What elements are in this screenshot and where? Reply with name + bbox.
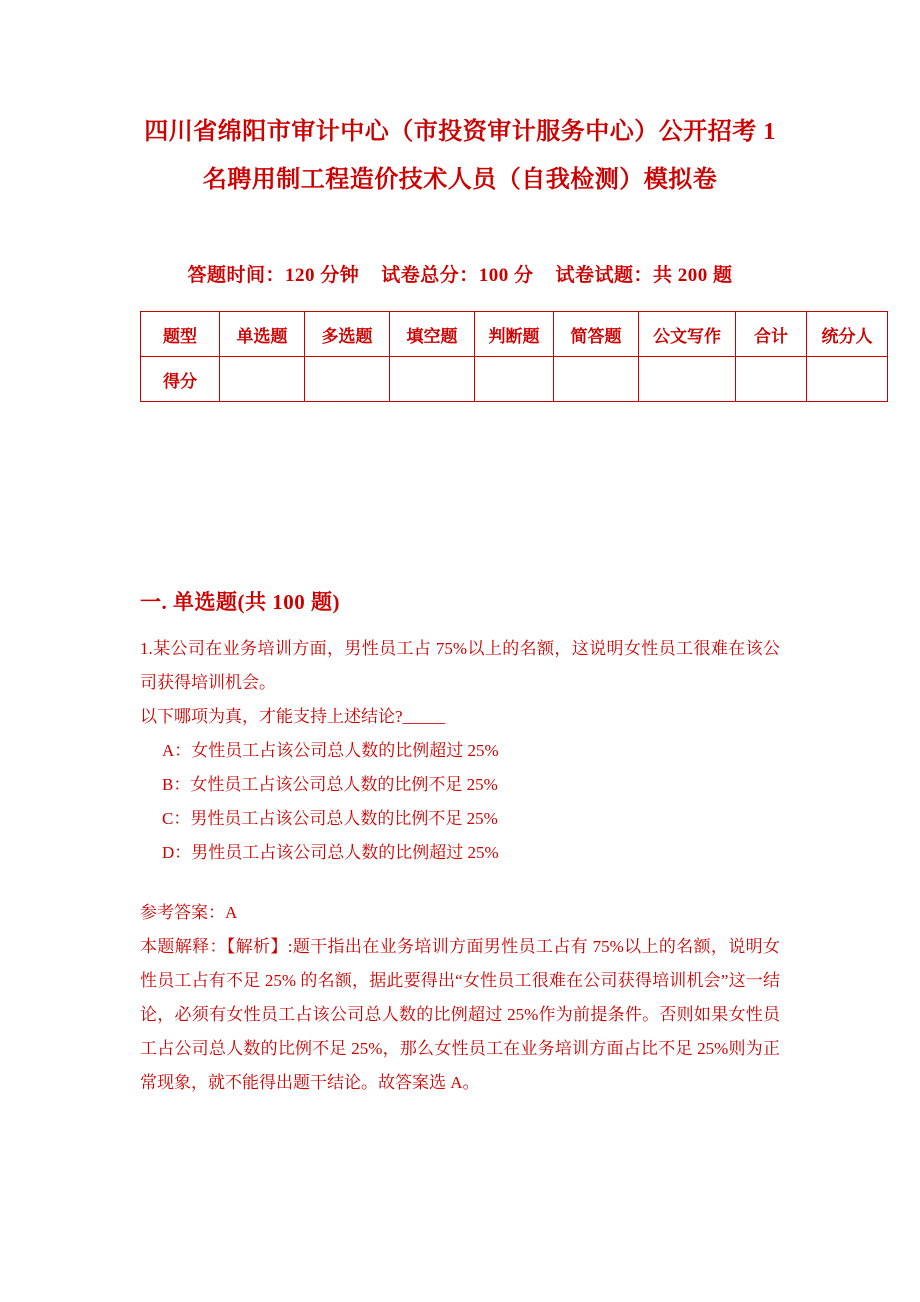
option-c-text: 男性员工占该公司总人数的比例不足 25% [190,809,498,828]
option-d-key: D： [162,843,192,862]
table-cell: 题型 [141,312,220,357]
table-cell: 统分人 [807,312,888,357]
score-table [140,311,888,402]
option-c-key: C： [162,809,191,828]
table-cell: 判断题 [475,312,554,357]
table-cell: 合计 [736,312,807,357]
question-sub-stem: 以下哪项为真，才能支持上述结论?_____ [140,707,446,726]
page-title: 四川省绵阳市审计中心（市投资审计服务中心）公开招考 1 名聘用制工程造价技术人员（自我检测）模拟卷 [144,119,776,193]
exam-meta [140,260,780,287]
option-b[interactable] [140,768,780,802]
table-row [141,357,888,402]
table-cell: 得分 [141,357,220,402]
question-stem: 1.某公司在业务培训方面，男性员工占 75%以上的名额，这说明女性员工很难在该公司获得培训机会。 [140,639,780,692]
option-a-key: A： [162,741,192,760]
answer-analysis: 本题解释：【解析】:题干指出在业务培训方面男性员工占有 75%以上的名额，说明女性员工占有不足 25% 的名额，据此要得出“女性员工很难在公司获得培训机会”这一结论，必须有女性员工占该公司总人数的比例超过 25%作为前提条件。否则如果女性员工占公司总人数的比例不足 25%，那么女性员工在业务培训方面占比不足 25%则为正常现象，就不能得出题干结论。故答案选 A。 [140,937,780,1092]
table-cell: 公文写作 [639,312,736,357]
option-b-key: B： [162,775,191,794]
option-b-text: 女性员工占该公司总人数的比例不足 25% [190,775,498,794]
option-d[interactable] [140,836,780,870]
table-cell [639,357,736,402]
table-cell [390,357,475,402]
table-cell [220,357,305,402]
table-cell [807,357,888,402]
exam-time: 答题时间：120 分钟 [187,265,360,286]
option-a-text: 女性员工占该公司总人数的比例超过 25% [191,741,499,760]
table-cell [736,357,807,402]
table-cell: 多选题 [305,312,390,357]
option-a[interactable] [140,734,780,768]
table-cell [475,357,554,402]
option-c[interactable] [140,802,780,836]
section-heading: 一. 单选题(共 100 题) [140,590,340,614]
table-cell: 填空题 [390,312,475,357]
reference-answer: 参考答案：A [140,903,238,922]
exam-question-count: 试卷试题：共 200 题 [555,265,733,286]
table-row [141,312,888,357]
table-cell: 单选题 [220,312,305,357]
table-cell: 简答题 [554,312,639,357]
exam-total-score: 试卷总分：100 分 [381,265,534,286]
table-cell [554,357,639,402]
option-d-text: 男性员工占该公司总人数的比例超过 25% [191,843,499,862]
question-block [140,632,780,1100]
table-cell [305,357,390,402]
